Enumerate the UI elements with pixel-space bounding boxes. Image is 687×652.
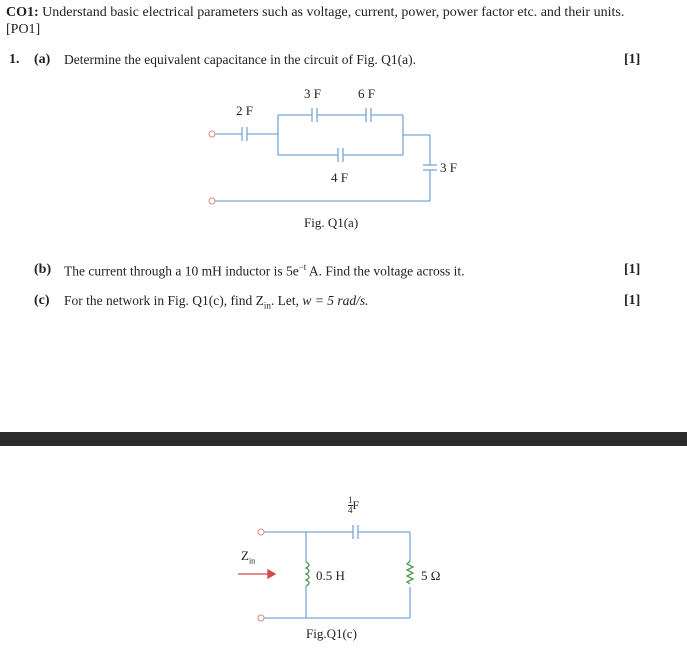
part-c-text xyxy=(64,293,368,311)
terminal-bottom xyxy=(258,615,264,621)
part-c-text-pre: For the network in Fig. Q1(c), find Z xyxy=(64,293,264,308)
circuit-diagram-q1c xyxy=(0,446,687,652)
zin-label xyxy=(241,548,255,566)
document-page-bottom xyxy=(0,446,687,652)
zin-main: Z xyxy=(241,548,249,563)
cap-denominator: 4 xyxy=(348,505,353,515)
part-c-text-post: . Let, xyxy=(270,293,303,308)
po-tag: [PO1] xyxy=(6,22,41,37)
label-6f: 6 F xyxy=(358,86,375,101)
capacitor-label xyxy=(348,496,359,515)
cap-numerator: 1 xyxy=(348,495,353,505)
part-c-omega: w = 5 rad/s. xyxy=(302,293,369,308)
part-b-marks: [1] xyxy=(624,262,641,277)
co-text: Understand basic electrical parameters such as voltage, current, power, power factor etc. and their units. xyxy=(42,5,625,20)
co-label: CO1: xyxy=(6,5,39,20)
part-c-subscript: in xyxy=(263,300,271,311)
part-a-marks: [1] xyxy=(624,52,641,67)
terminal-b xyxy=(209,198,215,204)
terminal-top xyxy=(258,529,264,535)
terminal-a xyxy=(209,131,215,137)
part-b-text xyxy=(64,262,465,280)
figure-caption-q1a: Fig. Q1(a) xyxy=(304,215,359,230)
zin-sub: in xyxy=(248,556,256,566)
resistor-label: 5 Ω xyxy=(421,568,441,583)
inductor-label: 0.5 H xyxy=(316,568,345,583)
label-2f: 2 F xyxy=(236,103,253,118)
page-divider xyxy=(0,432,687,446)
part-b-label: (b) xyxy=(34,262,52,277)
part-c-marks: [1] xyxy=(624,293,641,308)
label-3f-shunt: 3 F xyxy=(440,160,457,175)
part-b-text-pre: The current through a 10 mH inductor is 5e xyxy=(64,263,299,279)
resistor-zigzag xyxy=(407,561,413,584)
part-a-text: Determine the equivalent capacitance in the circuit of Fig. Q1(a). xyxy=(64,52,416,67)
cap-unit: F xyxy=(352,498,360,512)
inductor-coil xyxy=(306,562,309,586)
part-b-exponent: −t xyxy=(298,262,307,272)
label-4f: 4 F xyxy=(331,170,348,185)
question-number: 1. xyxy=(9,52,20,67)
part-c-label: (c) xyxy=(34,293,50,308)
part-b-text-post: A. Find the voltage across it. xyxy=(306,263,465,279)
part-a-label: (a) xyxy=(34,52,51,67)
figure-caption-q1c: Fig.Q1(c) xyxy=(306,626,357,641)
label-3f: 3 F xyxy=(304,86,321,101)
